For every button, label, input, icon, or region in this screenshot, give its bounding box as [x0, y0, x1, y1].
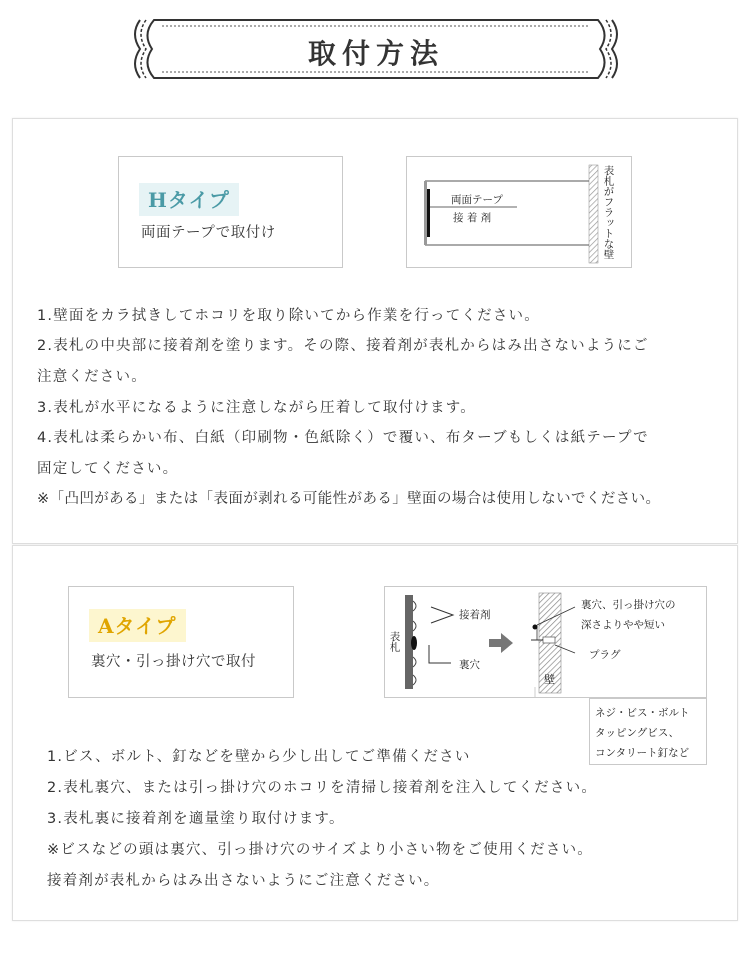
- tape-label: 両面テープ: [451, 194, 503, 206]
- h-step-3: 3.表札が水平になるように注意しながら圧着して取付けます。: [37, 400, 476, 416]
- depth-note-2: 深さよりやや短い: [581, 619, 665, 631]
- h-step-1: 1.壁面をカラ拭きしてホコリを取り除いてから作業を行ってください。: [37, 308, 540, 324]
- plug-label: プラグ: [589, 649, 621, 661]
- depth-note-1: 裏穴、引っ掛け穴の: [581, 599, 676, 611]
- a-type-subtitle: 裏穴・引っ掛け穴で取付: [91, 654, 256, 670]
- h-note: ※「凸凹がある」または「表面が剥れる可能性がある」壁面の場合は使用しないでください。: [37, 491, 661, 507]
- h-type-card: [118, 156, 343, 268]
- h-type-subtitle: 両面テープで取付け: [141, 225, 276, 241]
- a-type-card: [68, 586, 294, 698]
- h-diagram-graphic: [407, 157, 631, 267]
- h-type-tag: Hタイプ: [139, 183, 239, 216]
- screw-note-2: タッピングビス、: [595, 727, 680, 739]
- a-type-section: [12, 545, 738, 921]
- screw-note-1: ネジ・ビス・ボルト: [595, 707, 690, 719]
- h-type-diagram: [406, 156, 632, 268]
- a-type-diagram: [384, 586, 707, 698]
- title-ribbon: [132, 14, 620, 84]
- adhesive-label: 接 着 剤: [453, 212, 492, 224]
- h-step-4-cont: 固定してください。: [37, 461, 179, 477]
- a-note-1: ※ビスなどの頭は裏穴、引っ掛け穴のサイズより小さい物をご使用ください。: [47, 842, 593, 858]
- h-step-2-cont: 注意ください。: [37, 369, 147, 385]
- a-type-tag: Aタイプ: [89, 609, 186, 642]
- wall-label: 壁: [544, 673, 555, 686]
- flat-wall-label: 表札がフラットな壁: [602, 165, 615, 260]
- h-type-section: [12, 118, 738, 544]
- screw-note-3: コンタリート釘など: [595, 747, 690, 759]
- hole-label: 裏穴: [459, 659, 480, 671]
- screw-note-box: [589, 698, 707, 765]
- h-step-2: 2.表札の中央部に接着剤を塗ります。その際、接着剤が表札からはみ出さないようにご: [37, 338, 649, 354]
- a-step-2: 2.表札裏穴、または引っ掛け穴のホコリを清掃し接着剤を注入してください。: [47, 780, 598, 796]
- page-title: 取付方法: [307, 37, 444, 70]
- a-step-1: 1.ビス、ボルト、釘などを壁から少し出してご準備ください: [47, 749, 471, 765]
- h-step-4: 4.表札は柔らかい布、白紙（印刷物・色紙除く）で覆い、布ターブもしくは紙テープで: [37, 430, 649, 446]
- plate-label: 表札: [388, 631, 401, 652]
- a-adhesive-label: 接着剤: [459, 609, 491, 621]
- a-note-2: 接着剤が表札からはみ出さないようにご注意ください。: [47, 873, 440, 889]
- a-step-3: 3.表札裏に接着剤を適量塗り取付けます。: [47, 811, 345, 827]
